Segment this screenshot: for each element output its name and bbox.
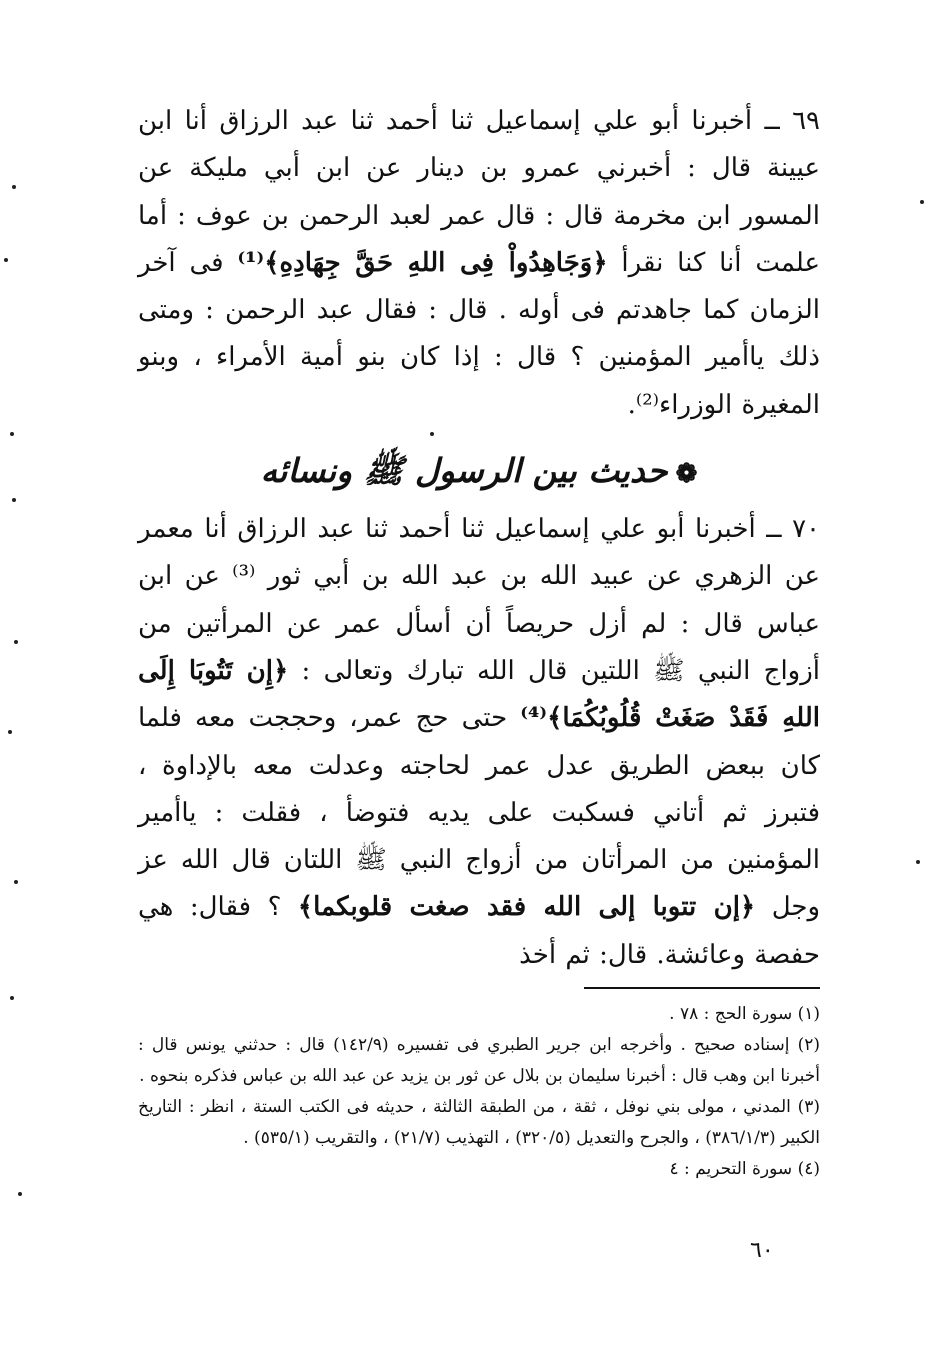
hadith-69 (138, 98, 820, 429)
scan-speck (12, 185, 16, 189)
scan-speck (14, 640, 18, 644)
section-heading (138, 443, 820, 502)
hadith-70-text-3: ؟ فقال: هي حفصة وعائشة. قال: ثم أخذ (138, 892, 820, 970)
section-heading-text: حديث بين الرسول ﷺ ونسائه (260, 451, 668, 491)
page-number: ٦٠ (750, 1238, 774, 1263)
hadith-69-text-1: ٦٩ ــ أخبرنا أبو علي إسماعيل ثنا أحمد ثنا عبد الرزاق أنا ابن عيينة قال : أخبرني عمرو بن دينار عن ابن أبي مليكة عن المسور ابن مخرمة قال : قال عمر لعبد الرحمن بن عوف : أما علمت أنا كنا نقرأ (138, 106, 821, 278)
scan-speck (430, 432, 434, 436)
footnote-3: (٣) المدني ، مولى بني نوفل ، ثقة ، من الطبقة الثالثة ، حديثه فى الكتب الستة ، انظر : التاريخ الكبير (٣٨٦/١/٣) ، والجرح والتعديل (٣٢٠/٥) ، التهذيب (٢١/٧) ، والتقريب (٥٣٥/١) . (138, 1097, 820, 1149)
hadith-70-text-1: ٧٠ ــ أخبرنا أبو علي إسماعيل ثنا أحمد ثنا عبد الرزاق أنا معمر عن الزهري عن عبيد الله بن عبد الله بن أبي ثور ⁽³⁾ عن ابن عباس قال : لم أزل حريصاً أن أسأل عمر عن المرأتين من أزواج النبي ﷺ اللتين قال الله تبارك وتعالى : (138, 514, 820, 686)
hadith-70 (138, 506, 820, 979)
ornament-icon: ❁ (675, 459, 698, 490)
scan-speck (920, 200, 924, 204)
footnote-1: (١) سورة الحج : ٧٨ . (669, 1004, 820, 1025)
footnote-divider (584, 987, 820, 989)
scan-speck (8, 730, 12, 734)
footnote-4: (٤) سورة التحريم : ٤ (669, 1159, 820, 1180)
quran-quote-hajj: ﴿وَجَاهِدُواْ فِى اللهِ حَقَّ جِهَادِهِ﴾⁽¹⁾ (237, 247, 608, 278)
footnote-2: (٢) إسناده صحيح . وأخرجه ابن جرير الطبري فى تفسيره (١٤٢/٩) قال : حدثني يونس قال : أخبرنا ابن وهب قال : أخبرنا سليمان بن بلال عن ثور بن يزيد عن عبد الله بن عباس فذكره بنحوه . (138, 1035, 820, 1087)
scan-speck (10, 996, 14, 1000)
quran-quote-tahrim-2: ﴿إن تتوبا إلى الله فقد صغت قلوبكما﴾ (297, 892, 756, 923)
scan-speck (10, 432, 14, 436)
hadith-69-text-2: فى آخر الزمان كما جاهدتم فى أوله . قال : فقال عبد الرحمن : ومتى ذلك ياأمير المؤمنين ؟ قال : إذا كان بنو أمية الأمراء ، وبنو المغيرة الوزراء⁽²⁾. (138, 247, 820, 420)
hadith-70-text-2: حتى حج عمر، وحججت معه فلما كان ببعض الطريق عدل عمر لحاجته وعدلت معه بالإداوة ، فتبرز ثم أتاني فسكبت على يديه فتوضأ ، فقلت : ياأمير المؤمنين من المرأتان من أزواج النبي ﷺ اللتان قال الله عز وجل (138, 703, 821, 923)
scan-speck (4, 258, 8, 262)
book-page (138, 98, 820, 1185)
scan-speck (18, 1192, 22, 1196)
scan-speck (12, 498, 16, 502)
scan-speck (916, 860, 920, 864)
quran-quote-tahrim: ﴿إِن تَتُوبَا إِلَى اللهِ فَقَدْ صَغَتْ قُلُوبُكُمَا﴾⁽⁴⁾ (138, 655, 820, 734)
scan-speck (14, 880, 18, 884)
